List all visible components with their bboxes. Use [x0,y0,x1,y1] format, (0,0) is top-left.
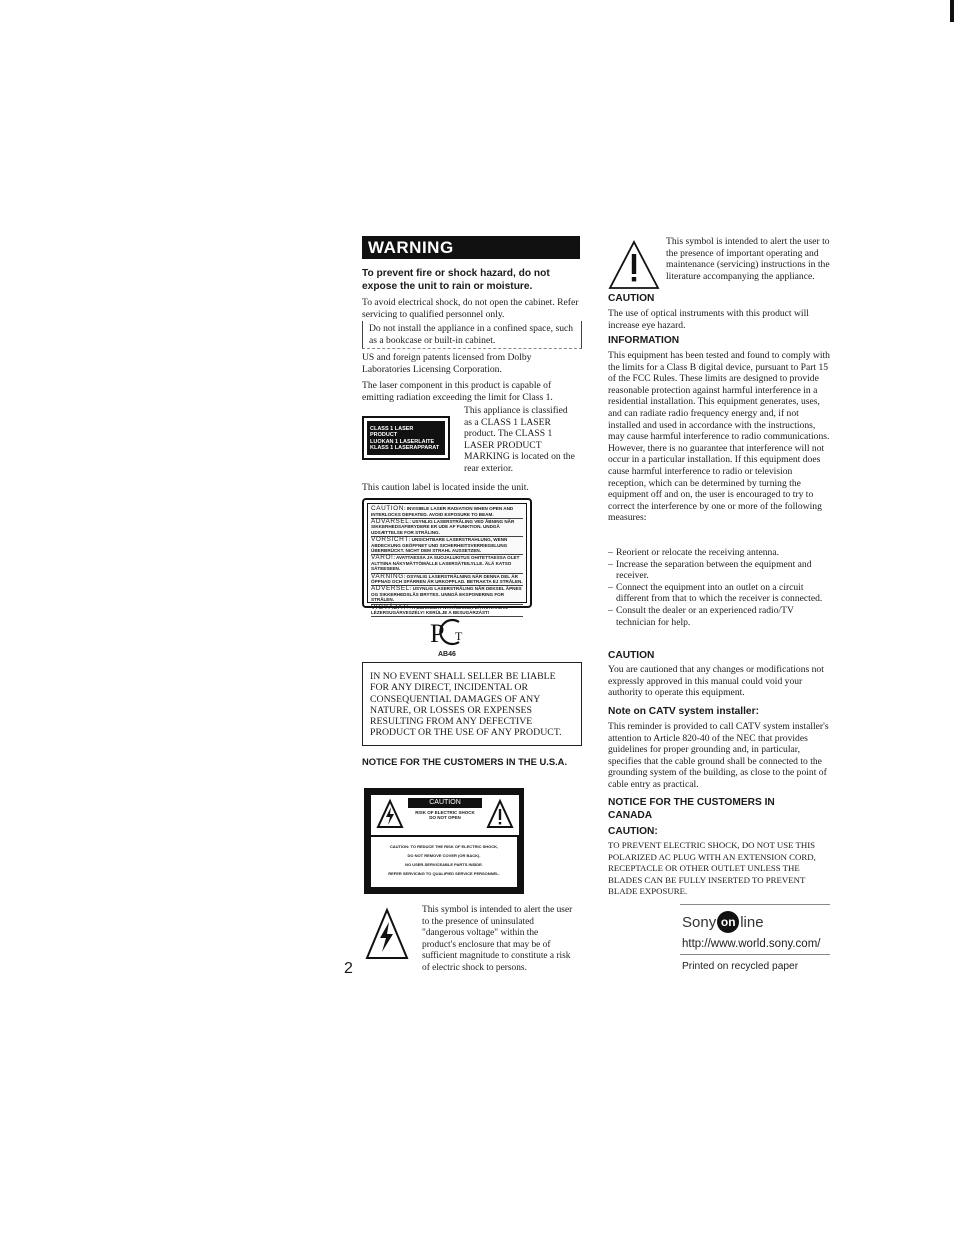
fcc-information-text: This equipment has been tested and found to comply with the limits for a Class B digital device, pursuant to Part 15 of the FCC Rules. These limits are designed to provide reasonable protection against harmful interference in a residential installation. This equipment generates, uses, and can radiate radio frequency energy and, if not installed and used in accordance with the instructions, may cause harmful interference to radio communications. However, there is no guarantee that interference will not occur in a particular installation. If this equipment does cause harmful interference to radio or television reception, which can be determined by turning the equipment off and on, the user is encouraged to try to correct the interference by one or more of the following measures: [608,350,830,524]
lightning-warning-icon [376,799,404,829]
shock-label-line: DO NOT REMOVE COVER (OR BACK). [407,853,481,858]
caution-label-line [371,537,523,555]
divider [680,904,830,905]
caution-optical-text: The use of optical instruments with this product will increase eye hazard. [608,308,809,331]
caution-label-text: : INVISIBLE LASER RADIATION WHEN OPEN AND INTERLOCKS DEFEATED. AVOID EXPOSURE TO BEAM. [371,506,514,517]
caution-label-text: : USYNLIG LASERSTRÅLING NÅR DEKSEL ÅPNES OG SIKKERHEDSLÅS BRYTES. UNNGÅ EKSPONERING FOR STRÅLEN. [371,586,522,603]
shock-label-title: CAUTION [408,798,482,808]
divider [680,954,830,955]
lightning-triangle-icon [365,908,409,960]
caution-label-line [371,586,523,604]
shock-label-sub: DO NOT OPEN [429,815,461,820]
caution-label-text: : A BURKOLAT NYITÁSAKOR LÁTHATATLAN LÉZERSUGÁRVESZÉLY! KERÜLJE A BESUGÁRZÁST! [371,604,508,616]
logo-line: line [740,913,764,931]
class1-label-line: KLASS 1 LASERAPPARAT [370,444,440,451]
list-item: – Reorient or relocate the receiving antenna. [608,547,832,559]
shock-hazard-label [364,788,524,894]
caution-label-lang: VARNING [371,572,404,580]
class1-label-line: CLASS 1 LASER PRODUCT [370,426,414,439]
class1-description: This appliance is classified as a CLASS 1 LASER product. The CLASS 1 LASER PRODUCT MARKING is located on the rear exterior. [464,405,575,474]
dolby-notice: US and foreign patents licensed from Dolby Laboratories Licensing Corporation. [362,352,532,375]
shock-label-line: REFER SERVICING TO QUALIFIED SERVICE PERSONNEL. [388,871,500,876]
caution-label-lang: VARO! [371,554,394,562]
caution-heading: CAUTION [608,650,655,661]
shock-label-sub: RISK OF ELECTRIC SHOCK [415,810,475,815]
laser-caution-label [362,498,532,616]
binding-mark [950,0,954,22]
caution-label-body [367,503,527,616]
caution-label-text: : OSYNLIG LASERSTRÅLNING NÄR DENNA DEL ÄR ÖPPNAD OCH SPÄRREN ÄR URKOPPLAD. BETRAKTA EJ STRÅLEN. [371,573,523,585]
caution-heading: CAUTION [608,293,655,304]
shock-label-line: CAUTION: TO REDUCE THE RISK OF ELECTRIC SHOCK, [389,844,499,849]
class1-laser-label [362,416,450,460]
logo-sony: Sony [682,913,717,931]
warning-paragraph: To avoid electrical shock, do not open the cabinet. Refer servicing to qualified personnel only. [362,297,579,320]
caution-label-text: : USYNLIG LASERSTRÅLING VED ÅBNING NÅR SIKKERHEDSAFBRYDERE ER UDE AF FUNKTION. UNDGÅ UDSÆTTELSE FOR STRÅLING. [371,518,515,535]
canada-plug-warning: TO PREVENT ELECTRIC SHOCK, DO NOT USE THIS POLARIZED AC PLUG WITH AN EXTENSION CORD, RECEPTACLE OR OTHER OUTLET UNLESS THE BLADES CAN BE FULLY INSERTED TO PREVENT BLADE EXPOSURE. [608,840,816,897]
recycled-paper-note: Printed on recycled paper [682,961,799,972]
interference-measures-list [608,547,832,628]
caution-label-lang: ADVARSEL [371,517,410,525]
caution-label-lang: CAUTION [371,505,404,512]
confined-space-notice: Do not install the appliance in a confined space, such as a bookcase or built-in cabinet. [362,321,582,349]
caution-modifications-text: You are cautioned that any changes or modifications not expressly approved in this manual could void your authority to operate this equipment. [608,664,824,699]
information-heading: INFORMATION [608,335,680,346]
laser-notice: The laser component in this product is capable of emitting radiation exceeding the limit for Class 1. [362,380,553,403]
canada-caution-heading: CAUTION: [608,826,658,837]
notice-usa-heading: NOTICE FOR THE CUSTOMERS IN THE U.S.A. [362,756,568,767]
liability-disclaimer: IN NO EVENT SHALL SELLER BE LIABLE FOR ANY DIRECT, INCIDENTAL OR CONSEQUENTIAL DAMAGES OF ANY NATURE, OR LOSSES OR EXPENSES RESULTING FROM ANY DEFECTIVE PRODUCT OR THE USE OF ANY PRODUCT. [362,662,582,746]
caution-label-line [371,555,523,573]
caution-label-text: : UNSICHTBARE LASERSTRAHLUNG, WENN ABDECKUNG GEÖFFNET UND SICHERHEITSVERRIEGELUNG ÜBERBRÜCKT. NICHT DEM STRAHL AUSSETZEN. [371,536,508,554]
shock-label-line: NO USER-SERVICEABLE PARTS INSIDE. [405,862,483,867]
pct-certification-icon [428,614,468,650]
warning-subheading: To prevent fire or shock hazard, do not expose the unit to rain or moisture. [362,268,550,292]
sony-url: http://www.world.sony.com/ [682,938,821,950]
notice-canada-heading: NOTICE FOR THE CUSTOMERS IN CANADA [608,797,775,821]
pct-code: AB46 [438,651,456,658]
class1-label-line: LUOKAN 1 LASERLAITE [370,438,435,445]
warning-heading: WARNING [362,236,580,259]
catv-heading: Note on CATV system installer: [608,706,759,717]
caution-label-text: : AVATTAESSA JA SUOJALUKITUS OHITETTAESSA OLET ALTTIINA NÄKYMÄTTÖMÄLLE LASERSÄTEILYLLE. ÄLÄ KATSO SÄTEESEEN. [371,555,520,572]
caution-label-line [371,519,523,537]
caution-label-lang: VORSICHT [371,535,409,543]
caution-label-lang: ADVERSEL [371,585,410,593]
page-number: 2 [344,960,353,977]
caution-label-lang: VIGYÁZAT! [371,603,410,611]
list-item: – Increase the separation between the equipment and receiver. [608,559,832,582]
svg-text:P: P [430,619,445,648]
sony-online-logo [682,910,764,934]
exclamation-warning-icon [486,799,514,829]
catv-text: This reminder is provided to call CATV system installer's attention to Article 820-40 of the NEC that provides guidelines for proper grounding and, in particular, specifies that the cable ground shall be connected to the grounding system of the building, as close to the point of cable entry as practical. [608,721,829,790]
exclamation-symbol-explanation: This symbol is intended to alert the user to the presence of important operating and maintenance (servicing) instructions in the literature accompanying the appliance. [666,236,830,282]
svg-text:T: T [455,629,463,643]
lightning-symbol-explanation: This symbol is intended to alert the user to the presence of uninsulated "dangerous voltage" within the product's enclosure that may be of sufficient magnitude to constitute a risk of electric shock to persons. [422,905,573,973]
logo-on-badge: on [717,911,739,933]
list-item: – Connect the equipment into an outlet on a circuit different from that to which the receiver is connected. [608,582,832,605]
list-item: – Consult the dealer or an experienced radio/TV technician for help. [608,605,832,628]
exclamation-triangle-icon [608,240,660,290]
caution-label-intro: This caution label is located inside the unit. [362,482,529,493]
